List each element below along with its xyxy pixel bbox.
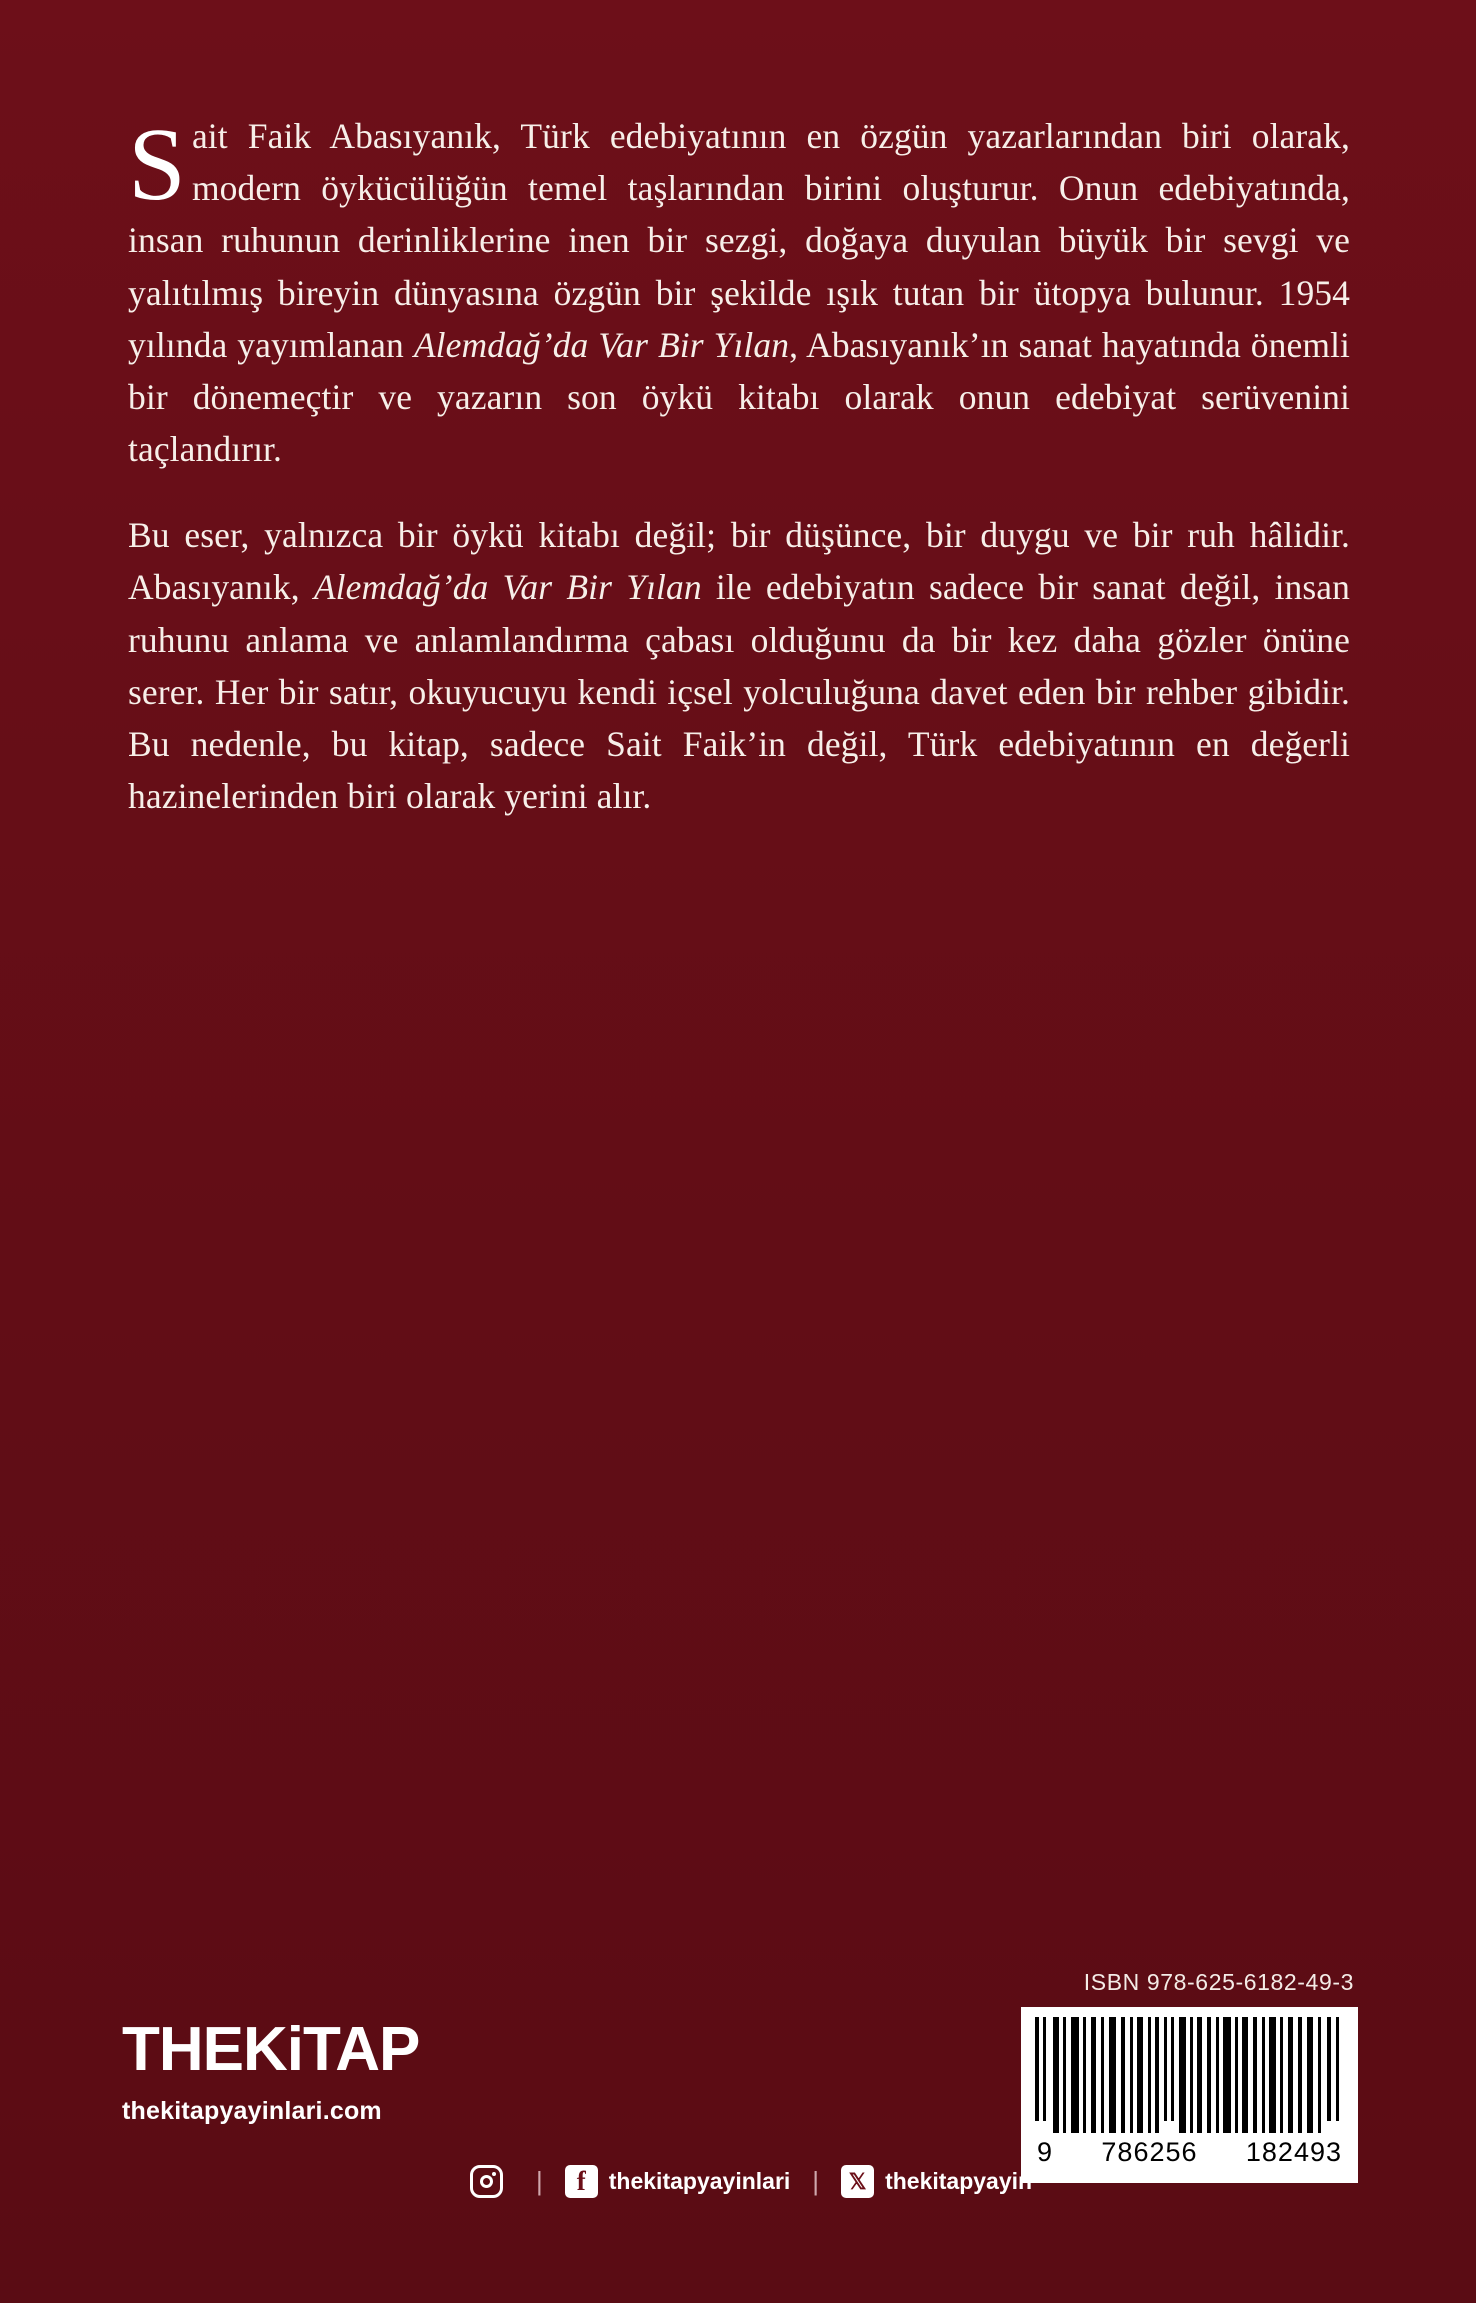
barcode-digit-mid: 786256 bbox=[1101, 2137, 1198, 2167]
facebook-icon: f bbox=[565, 2165, 598, 2198]
social-instagram[interactable] bbox=[470, 2165, 514, 2198]
book-title-italic-1: Alemdağ’da Var Bir Yılan bbox=[413, 324, 790, 365]
x-twitter-icon: 𝕏 bbox=[841, 2165, 874, 2198]
blurb-paragraph-1-part-2: , Abasıyanık’ın sanat hayatında önemli bir dönemeçtir ve yazarın son öykü kitabı olarak onun edebiyat serüvenini taçlandırır. bbox=[128, 324, 1350, 470]
social-x-handle: thekitapyayin bbox=[885, 2168, 1033, 2194]
barcode-digits bbox=[1033, 2133, 1346, 2168]
social-links bbox=[470, 2165, 1032, 2198]
social-separator-2: | bbox=[812, 2166, 820, 2196]
social-facebook[interactable] bbox=[565, 2165, 791, 2198]
cover-footer bbox=[0, 1943, 1476, 2303]
instagram-icon bbox=[470, 2165, 503, 2198]
blurb-text-block bbox=[128, 107, 1351, 822]
social-x[interactable] bbox=[841, 2165, 1032, 2198]
barcode-digit-right: 182493 bbox=[1245, 2137, 1342, 2167]
blurb-paragraph-2-part-2: ile edebiyatın sadece bir sanat değil, insan ruhunu anlama ve anlamlandırma çabası olduğunu da bir kez daha gözler önüne serer. Her bir satır, okuyucuyu kendi içsel yolculuğuna davet eden bir rehber gibidir. Bu nedenle, bu kitap, sadece Sait Faik’in değil, Türk edebiyatının en değerli hazinelerinden biri olarak yerini alır. bbox=[128, 567, 1351, 817]
barcode-bars bbox=[1033, 2017, 1346, 2133]
isbn-label: ISBN 978-625-6182-49-3 bbox=[1083, 1969, 1354, 1995]
drop-cap: S bbox=[128, 107, 186, 222]
blurb-paragraph-1 bbox=[128, 107, 1350, 475]
publisher-brand bbox=[122, 2015, 462, 2126]
barcode-digit-left: 9 bbox=[1037, 2137, 1054, 2167]
publisher-website[interactable]: thekitapyayinlari.com bbox=[122, 2097, 382, 2125]
blurb-paragraph-2 bbox=[128, 509, 1350, 822]
blurb-paragraph-2-part-1: Bu eser, yalnızca bir öykü kitabı değil; bir düşünce, bir duygu ve bir ruh hâlidir. Abasıyanık, bbox=[128, 515, 1350, 608]
blurb-paragraph-1-part-1: ait Faik Abasıyanık, Türk edebiyatının en özgün yazarlarından biri olarak, modern öykücülüğün temel taşlarından birini oluşturur. Onun edebiyatında, insan ruhunun derinliklerine inen bir sezgi, doğaya duyulan büyük bir sevgi ve yalıtılmış bireyin dünyasına özgün bir şekilde ışık tutan bir ütopya bulunur. 1954 yılında yayımlanan bbox=[128, 116, 1350, 365]
social-separator-1: | bbox=[536, 2166, 543, 2196]
isbn-barcode bbox=[1021, 2007, 1358, 2183]
publisher-logo: THEKiTAP bbox=[122, 2015, 420, 2084]
book-title-italic-2: Alemdağ’da Var Bir Yılan bbox=[313, 567, 702, 608]
social-facebook-handle: thekitapyayinlari bbox=[608, 2168, 791, 2194]
